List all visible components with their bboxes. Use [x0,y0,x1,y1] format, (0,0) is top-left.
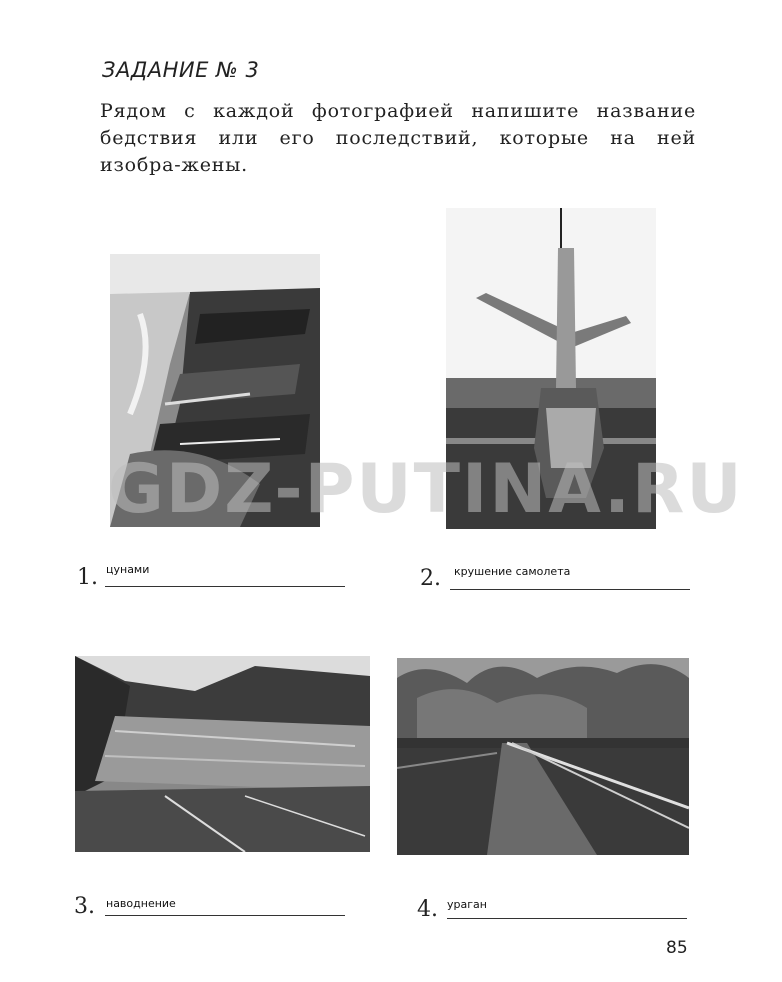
item-number-3: 3. [74,894,95,919]
answer-text-2[interactable]: крушение самолета [454,565,571,578]
plane-crash-photo [446,208,656,529]
watermark: GDZ-PUTINA.RU [108,450,744,529]
page-number: 85 [666,938,688,958]
item-number-2: 2. [420,566,441,591]
tsunami-photo [110,254,320,527]
answer-line-4 [447,918,687,919]
answer-line-3 [105,915,345,916]
answer-text-1[interactable]: цунами [106,563,150,576]
answer-line-2 [450,589,690,590]
item-number-1: 1. [77,565,98,590]
answer-text-4[interactable]: ураган [447,898,487,911]
task-heading: ЗАДАНИЕ № 3 [102,58,260,82]
task-instruction: Рядом с каждой фотографией напишите название бедствия или его последствий, которые на ней изобра-жены. [100,100,696,176]
answer-text-3[interactable]: наводнение [106,897,176,910]
answer-line-1 [105,586,345,587]
item-number-4: 4. [417,897,438,922]
flood-photo [75,656,370,852]
hurricane-photo [397,658,689,855]
